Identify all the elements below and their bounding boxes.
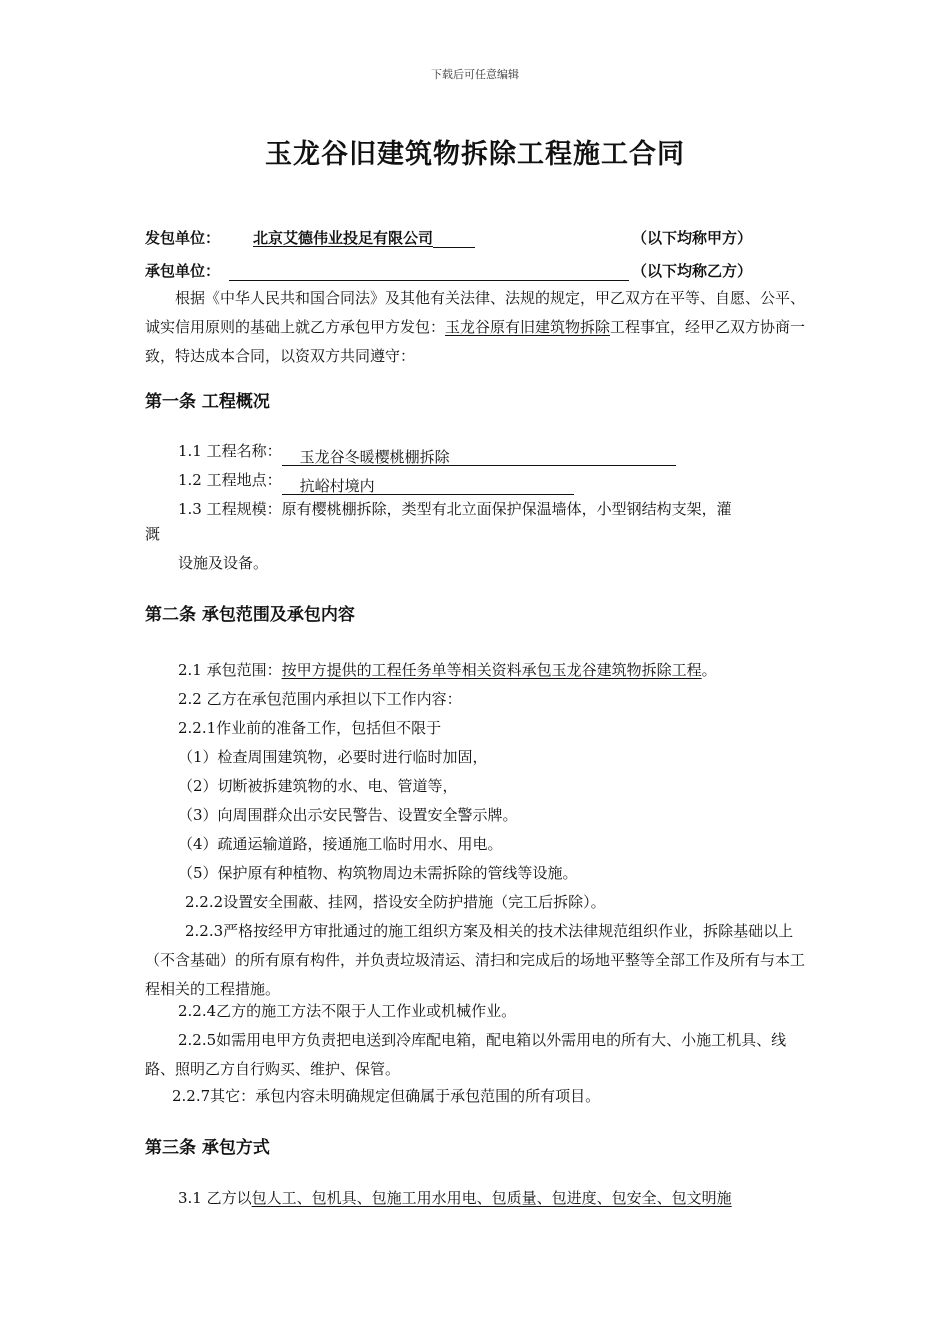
article3-heading: 第三条 承包方式 <box>145 1138 270 1158</box>
prep-item: （5）保护原有种植物、构筑物周边未需拆除的管线等设施。 <box>178 864 578 882</box>
party-a-name: 北京艾德伟业投足有限公司 <box>253 229 434 247</box>
party-a-alias: （以下均称甲方） <box>632 229 753 247</box>
scope-label: 2.1 承包范围： <box>178 661 282 679</box>
item-2-2-3 <box>145 917 810 1004</box>
intro-part1: 根据《中华人民共和国合同法》及其他有关法律、法规的规定，甲乙双方在平等、自愿、公平、诚实信用原则的基础上就乙方承包甲方发包： <box>145 289 806 336</box>
party-b-field <box>229 262 629 281</box>
item-2-2-5-text: 2.2.5如需用电甲方负责把电送到冷库配电箱，配电箱以外需用电的所有大、小施工机具、线路、照明乙方自行购买、维护、保管。 <box>145 1031 787 1078</box>
party-a-label: 发包单位： <box>145 229 221 247</box>
project-site-label: 1.2 工程地点： <box>178 471 282 489</box>
intro-project: 玉龙谷原有旧建筑物拆除 <box>445 318 611 336</box>
project-scale-line2: 溉 <box>145 525 161 543</box>
intro-paragraph <box>145 284 810 371</box>
item-2-2-3-text: 2.2.3严格按经甲方审批通过的施工组织方案及相关的技术法律规范组织作业，拆除基础以上（不含基础）的所有原有构件，并负责垃圾清运、清扫和完成后的场地平整等全部工作及所有与本工程相关的工程措施。 <box>145 922 806 998</box>
project-name-row <box>178 437 676 466</box>
article2-heading: 第二条 承包范围及承包内容 <box>145 605 355 625</box>
prep-item: （2）切断被拆建筑物的水、电、管道等， <box>178 777 458 795</box>
project-name-value: 玉龙谷冬暖樱桃棚拆除 <box>282 449 676 466</box>
party-a-value <box>253 227 475 248</box>
party-b-alias: （以下均称乙方） <box>632 262 753 280</box>
item-2-2-4: 2.2.4乙方的施工方法不限于人工作业或机械作业。 <box>178 1002 517 1020</box>
party-a-blank <box>433 231 475 248</box>
item-3-1-value: 包人工、包机具、包施工用水用电、包质量、包进度、包安全、包文明施 <box>251 1189 732 1207</box>
project-site-value: 抗峪村境内 <box>282 478 574 495</box>
project-scale-line3: 设施及设备。 <box>178 554 269 572</box>
article1-heading: 第一条 工程概况 <box>145 392 270 412</box>
item-2-2-7: 2.2.7其它：承包内容未明确规定但确属于承包范围的所有项目。 <box>172 1087 601 1105</box>
party-b-label: 承包单位： <box>145 262 221 280</box>
scope-value: 按甲方提供的工程任务单等相关资料承包玉龙谷建筑物拆除工程 <box>281 661 702 679</box>
prep-item: （1）检查周围建筑物，必要时进行临时加固， <box>178 748 488 766</box>
item-3-1-label: 3.1 乙方以 <box>178 1189 252 1207</box>
scope-end: 。 <box>701 661 717 679</box>
project-scale-line1: 1.3 工程规模：原有樱桃棚拆除，类型有北立面保护保温墙体，小型钢结构支架，灌 <box>178 500 732 518</box>
project-site-row <box>178 466 574 495</box>
prep-item: （3）向周围群众出示安民警告、设置安全警示牌。 <box>178 806 518 824</box>
party-b-blank <box>229 264 629 281</box>
document-title: 玉龙谷旧建筑物拆除工程施工合同 <box>265 139 685 170</box>
intro-part2: 工程事宜，经甲乙双方协商一致，特达成本合同，以资双方共同遵守： <box>145 318 806 365</box>
item-2-2-1: 2.2.1作业前的准备工作，包括但不限于 <box>178 719 442 737</box>
prep-item: （4）疏通运输道路，接通施工临时用水、用电。 <box>178 835 503 853</box>
scope-row <box>178 656 717 685</box>
item-3-1 <box>178 1184 732 1213</box>
item-2-2-2: 2.2.2设置安全围蔽、挂网，搭设安全防护措施（完工后拆除）。 <box>185 893 606 911</box>
item-2-2-5 <box>145 1026 810 1084</box>
project-name-label: 1.1 工程名称： <box>178 442 282 460</box>
header-note: 下载后可任意编辑 <box>431 68 519 81</box>
item-2-2: 2.2 乙方在承包范围内承担以下工作内容： <box>178 690 462 708</box>
